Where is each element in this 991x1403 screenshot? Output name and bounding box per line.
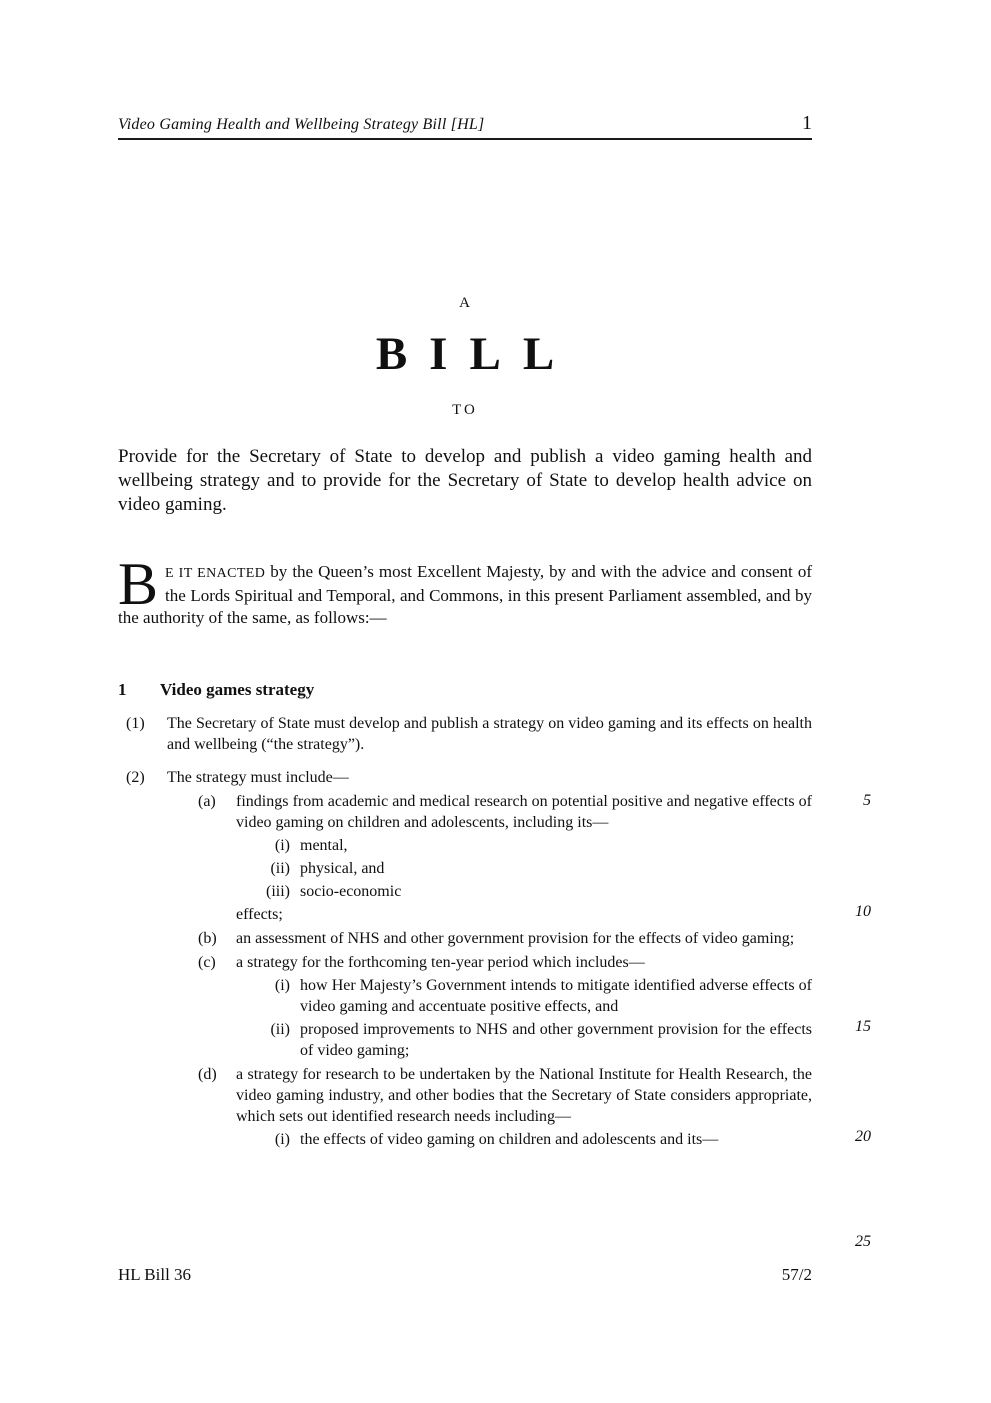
margin-line-number: 20 [855, 1128, 871, 1145]
bill-body [118, 0, 812, 1150]
subsection-label: (2) [126, 769, 145, 786]
page-footer [118, 1264, 812, 1285]
subparagraph-a-i [118, 835, 812, 856]
paragraph-label: (c) [198, 954, 216, 971]
subparagraph-label: (ii) [270, 860, 290, 877]
paragraph-b [118, 928, 812, 949]
footer-session-number: 57/2 [781, 1265, 812, 1284]
dropcap-initial: B [118, 551, 159, 617]
subparagraph-a-iii [118, 881, 812, 902]
subparagraph-label: (ii) [270, 1021, 290, 1038]
subparagraph-text: mental, [300, 837, 348, 854]
clause-number: 1 [118, 680, 127, 699]
subsection-2 [118, 767, 812, 788]
subparagraph-c-ii [118, 1019, 812, 1061]
subsection-1 [118, 713, 812, 755]
margin-line-number: 5 [863, 792, 871, 809]
subparagraph-text: socio-economic [300, 883, 402, 900]
paragraph-label: (a) [198, 793, 216, 810]
subsection-label: (1) [126, 715, 145, 732]
paragraph-text: an assessment of NHS and other government provision for the effects of video gaming; [236, 930, 795, 947]
subparagraph-text: physical, and [300, 860, 385, 877]
enacting-text: by the Queen’s most Excellent Majesty, by and with the advice and consent of the Lords Spiritual and Temporal, and Commons, in this present Parliament assembled, and by the authority of the same, as follows:— [118, 562, 812, 627]
subsection-text: The Secretary of State must develop and publish a strategy on video gaming and its effects on health and wellbeing (“the strategy”). [167, 715, 812, 753]
subparagraph-text: proposed improvements to NHS and other government provision for the effects of video gaming; [300, 1021, 812, 1059]
paragraph-d [118, 1064, 812, 1127]
masthead-to: TO [452, 402, 478, 418]
paragraph-text: findings from academic and medical research on potential positive and negative effects of video gaming on children and adolescents, including its— [236, 793, 812, 831]
clause-heading [118, 679, 812, 701]
enacting-clause [118, 551, 812, 629]
subparagraph-text: the effects of video gaming on children and adolescents and its— [300, 1131, 719, 1148]
paragraph-label: (d) [198, 1066, 217, 1083]
paragraph-label: (b) [198, 930, 217, 947]
subparagraph-d-i [118, 1129, 812, 1150]
margin-line-number: 10 [855, 903, 871, 920]
masthead-a: A [459, 295, 471, 311]
footer-bill-id: HL Bill 36 [118, 1265, 192, 1284]
clause-heading-text: Video games strategy [160, 680, 315, 699]
subparagraph-label: (i) [274, 837, 290, 854]
subparagraph-text: how Her Majesty’s Government intends to mitigate identified adverse effects of video gaming and accentuate positive effects, and [300, 977, 812, 1015]
paragraph-text: a strategy for the forthcoming ten-year period which includes— [236, 954, 645, 971]
subparagraph-a-ii [118, 858, 812, 879]
margin-line-number: 25 [855, 1233, 871, 1250]
subsection-text: The strategy must include— [167, 769, 349, 786]
subparagraph-label: (i) [274, 1131, 290, 1148]
masthead-bill-word: BILL [375, 328, 577, 380]
paragraph-c [118, 952, 812, 973]
subparagraph-label: (i) [274, 977, 290, 994]
subparagraph-c-i [118, 975, 812, 1017]
margin-line-number: 15 [855, 1018, 871, 1035]
paragraph-a [118, 791, 812, 833]
long-title: Provide for the Secretary of State to develop and publish a video gaming health and wellbeing strategy and to provide for the Secretary of State to develop health advice on video gaming. [118, 446, 812, 515]
paragraph-text: a strategy for research to be undertaken by the National Institute for Health Research, the video gaming industry, and other bodies that the Secretary of State considers appropriate, which sets out identified research needs including— [236, 1066, 812, 1125]
page-number: 1 [802, 112, 812, 134]
subparagraph-label: (iii) [266, 883, 290, 900]
running-header-title: Video Gaming Health and Wellbeing Strategy Bill [HL] [118, 116, 485, 133]
enacting-smallcaps: E IT ENACTED [165, 566, 266, 581]
paragraph-a-continuation: effects; [236, 906, 283, 923]
